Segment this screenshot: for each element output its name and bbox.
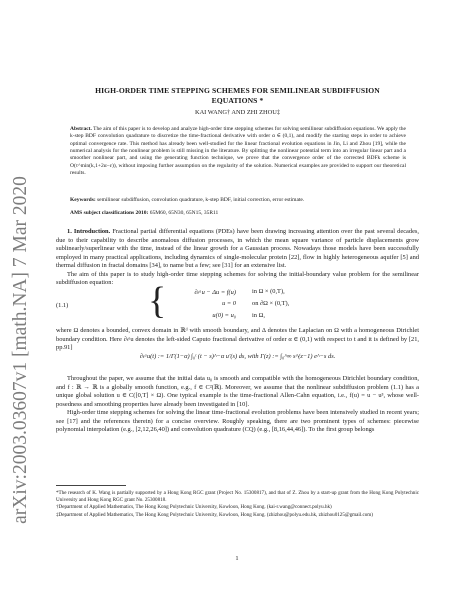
section-heading: 1. Introduction. [67,228,111,235]
keywords-text: semilinear subdiffusion, convolution quadrature, k-step BDF, initial correction, error estimate. [97,197,305,203]
eq-lhs-3: u(0) = u₀ [212,312,236,319]
paragraph-domain [56,327,419,353]
page-number: 1 [235,555,239,562]
abstract [70,126,406,177]
keywords [70,197,406,204]
paragraph-domain-text: where Ω denotes a bounded, convex domain in ℝᵈ with smooth boundary, and Δ denotes the Laplacian on Ω with a homogeneous Dirichlet boundary condition. Here ∂ₜᵅu denotes the left-sided Caputo fractional derivative of order α ∈ (0,1) with respect to t and it is defined by [21, pp.91] [56,327,419,351]
paragraph-schemes: High-order time stepping schemes for solving the linear time-fractional evolution problems have been intensively studied in recent years; see [17] and the references therein) for a concise overview. Roughly speaking, there are two prominent types of schemes: piecewise polynomial interpolation (e.g., [2,12,26,40]) and convolution quadrature (CQ) (e.g., [8,16,44,46]). To the first group belongs [56,409,419,433]
ams-text: 65M60, 65N30, 65N15, 35R11 [149,210,219,216]
intro-paragraph-2: The aim of this paper is to study high-order time stepping schemes for solving the initial-boundary value problem for the semilinear subdiffusion equation: [56,270,419,286]
body-continued [56,375,419,435]
footnote-funding: *The research of K. Wang is partially supported by a Hong Kong RGC grant (Project No. 15300817), and that of Z. Zhou by a start-up grant from the Hong Kong Polytechnic University and Hong Kong RGC grant No. 25300818. [56,490,419,503]
introduction [56,228,419,288]
equation-number: (1.1) [56,302,69,309]
footnote-rule [56,485,126,486]
paper-title [56,86,419,106]
keywords-label: Keywords: [70,197,96,203]
title-line-2: EQUATIONS * [211,96,264,105]
intro-paragraph-1 [56,228,419,271]
equation-1-1 [56,280,419,324]
abstract-text: The aim of this paper is to develop and analyze high-order time stepping schemes for solving semilinear subdiffusion equations. We apply the k-step BDF convolution quadrature to discretize the time-fractional derivative with order α ∈ (0,1), and modify the starting steps in order to achieve optimal convergence rate. This method has already been well-studied for the linear fractional evolution equations in Jin, Li and Zhou [19], while the numerical analysis for the nonlinear problem is still missing in the literature. By splitting the nonlinear potential term into an irregular linear part and a smoother nonlinear part, and using the generating function technique, we prove that the convergence order of the corrected BDFk scheme is O(τ^min(k,1+2α−ε)), without imposing further assumption on the regularity of the solution. Numerical examples are provided to support our theoretical results. [70,126,406,177]
equation-brace: { [148,280,167,322]
paragraph-assumptions: Throughout the paper, we assume that the initial data u₀ is smooth and compatible with the homogeneous Dirichlet boundary condition, and f : ℝ → ℝ is a globally smooth function, e.g., f ∈ C²(ℝ). Moreover, we assume that the nonlinear subdiffusion problem (1.1) has a unique global solution u ∈ C([0,T] × Ω). One typical example is the time-fractional Allen-Cahn equation, i.e., f(u) = u − u³, whose well-posedness and smoothing properties have already been investigated in [10]. [56,375,419,408]
footnotes [56,490,419,519]
eq-rhs-1: in Ω × (0,T), [252,288,285,295]
eq-lhs-1: ∂ₜᵅu − Δu = f(u) [194,289,236,296]
abstract-label: Abstract. [70,126,92,132]
intro-p1-text: Fractional partial differential equations (PDEs) have been drawing increasing attention over the past several decades, due to their capability to describe anomalous diffusion processes, in which the mean square variance of particle displacements grow sublinearly/superlinear with the time, instead of the linear growth for a Gaussian process. Nowadays those models have been successfully employed in many practical applications, including dynamics of single-molecular protein [22], flow in highly heterogeneous aquifer [5] and thermal diffusion in fractal domains [34], to name but a few; see [31] for an extensive list. [56,228,419,269]
footnote-author-1: †Department of Applied Mathematics, The Hong Kong Polytechnic University, Kowloon, Hong Kong. (kai-r.wang@connect.polyu.hk) [56,504,332,511]
ams-classification [70,210,406,217]
title-line-1: HIGH-ORDER TIME STEPPING SCHEMES FOR SEMILINEAR SUBDIFFUSION [95,86,380,95]
arxiv-id: arXiv:2003.03607v1 [math.NA] 7 Mar 2020 [10,176,32,524]
caputo-definition: ∂ₜᵅu(t) := 1/Γ(1−α) ∫₀ᵗ (t − s)^−α u′(s) ds, with Γ(z) := ∫₀^∞ s^(z−1) e^−s ds. [139,353,336,360]
eq-rhs-2: on ∂Ω × (0,T), [252,300,290,307]
footnote-author-2: ‡Department of Applied Mathematics, The Hong Kong Polytechnic University, Kowloon, Hong Kong. (zhizhou@polyu.edu.hk, zhizhou0125@gmail.com) [56,511,373,518]
eq-lhs-2: u = 0 [222,300,236,307]
authors: KAI WANG† AND ZHI ZHOU‡ [194,109,281,116]
arxiv-stamp [6,130,36,570]
eq-rhs-3: in Ω, [252,312,265,319]
ams-label: AMS subject classifications 2010: [70,210,149,216]
